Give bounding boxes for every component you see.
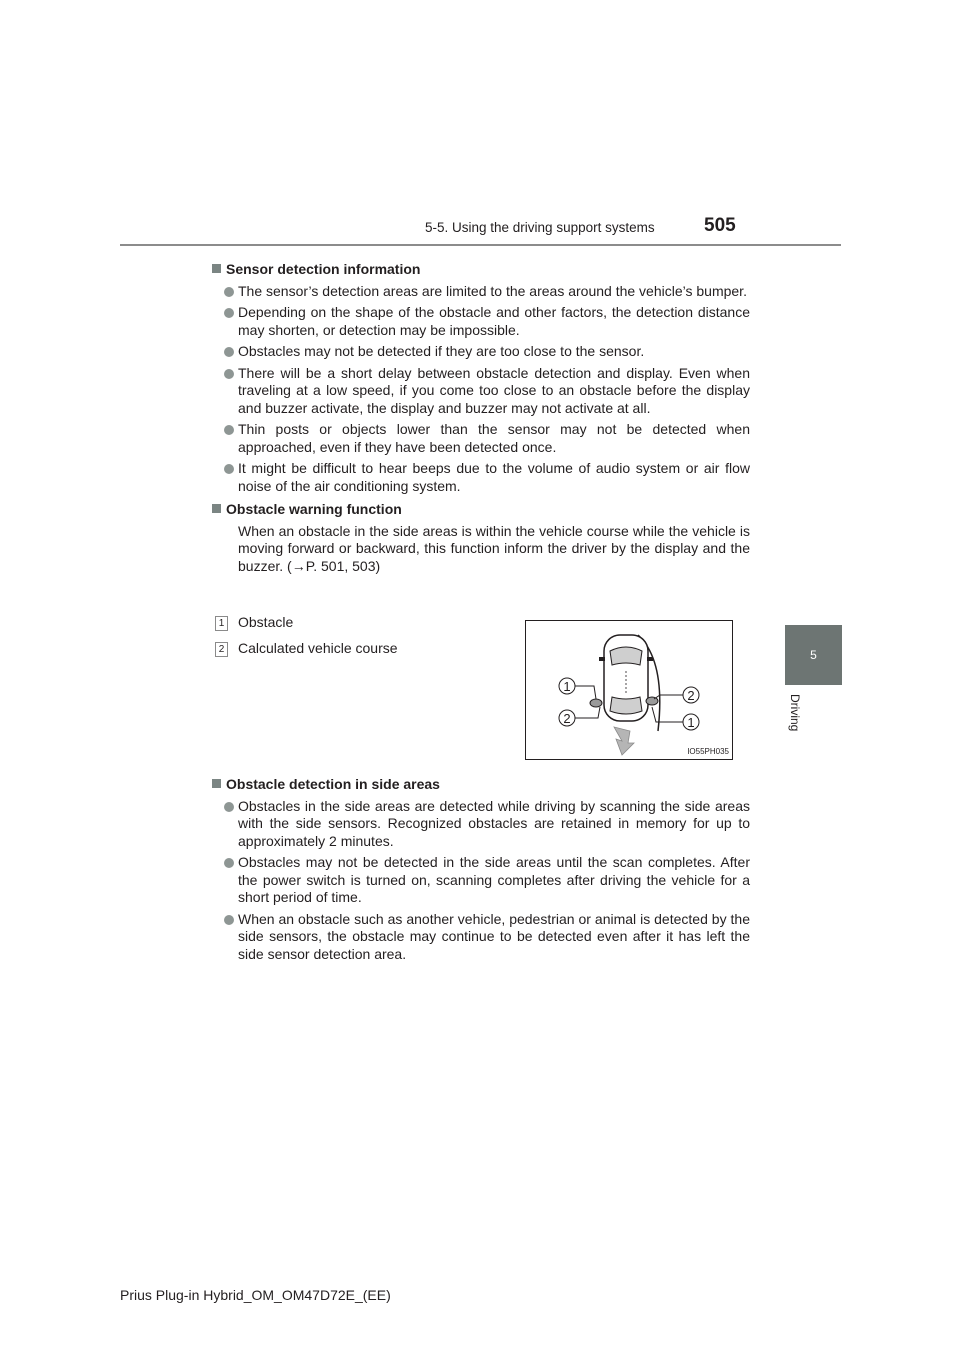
callout-number: 1 xyxy=(215,616,228,631)
page-number: 505 xyxy=(704,215,736,236)
callout-legend xyxy=(212,614,512,666)
list-item: There will be a short delay between obstacle detection and display. Even when traveling at a low speed, if you come too close to an obstacle before the display and buzzer activate, the display and buzzer may not activate at all. xyxy=(212,365,750,418)
list-item: Depending on the shape of the obstacle and other factors, the detection distance may shorten, or detection may be impossible. xyxy=(212,304,750,339)
bullet-list xyxy=(212,798,750,964)
figure-label: 1 xyxy=(563,679,571,694)
bullet-dot-icon xyxy=(224,464,234,474)
chapter-number: 5 xyxy=(810,648,817,662)
list-item: Obstacles may not be detected if they are too close to the sensor. xyxy=(212,343,750,361)
chapter-tab[interactable] xyxy=(785,625,842,685)
bullet-dot-icon xyxy=(224,802,234,812)
callout-label: Obstacle xyxy=(238,614,294,630)
bullet-list xyxy=(212,283,750,496)
section-paragraph: When an obstacle in the side areas is within the vehicle course while the vehicle is moving forward or backward, this function inform the driver by the display and the buzzer. (→P. 501, 503) xyxy=(238,522,750,574)
main-content xyxy=(212,255,750,581)
side-areas-section xyxy=(212,770,750,967)
list-item: The sensor’s detection areas are limited to the areas around the vehicle’s bumper. xyxy=(212,283,750,301)
callout-item xyxy=(212,640,512,666)
square-bullet-icon xyxy=(212,504,221,513)
bullet-dot-icon xyxy=(224,347,234,357)
bullet-dot-icon xyxy=(224,369,234,379)
callout-item xyxy=(212,614,512,640)
document-footer: Prius Plug-in Hybrid_OM_OM47D72E_(EE) xyxy=(120,1287,391,1303)
square-bullet-icon xyxy=(212,779,221,788)
list-item: Obstacles in the side areas are detected while driving by scanning the side areas with the side sensors. Recognized obstacles are retained in memory for up to approximately 2 minutes. xyxy=(212,798,750,851)
list-item: Obstacles may not be detected in the side areas until the scan completes. After the power switch is turned on, scanning completes after driving the vehicle for a short period of time. xyxy=(212,854,750,907)
bullet-dot-icon xyxy=(224,308,234,318)
vehicle-diagram xyxy=(526,621,732,759)
section-title: 5-5. Using the driving support systems xyxy=(425,220,655,235)
list-item: When an obstacle such as another vehicle, pedestrian or animal is detected by the side sensors, the obstacle may continue to be detected even after it has left the side sensor detection area. xyxy=(212,911,750,964)
figure-label: 2 xyxy=(563,711,571,726)
bullet-dot-icon xyxy=(224,287,234,297)
chapter-label: Driving xyxy=(788,694,802,732)
callout-number: 2 xyxy=(215,642,228,657)
bullet-dot-icon xyxy=(224,858,234,868)
section-heading: Obstacle warning function xyxy=(212,501,750,519)
figure-code: IO55PH035 xyxy=(687,747,729,756)
square-bullet-icon xyxy=(212,264,221,273)
vehicle-course-figure xyxy=(525,620,733,760)
list-item: It might be difficult to hear beeps due to the volume of audio system or air flow noise of the air conditioning system. xyxy=(212,460,750,495)
bullet-dot-icon xyxy=(224,915,234,925)
section-heading: Obstacle detection in side areas xyxy=(212,776,750,794)
section-heading: Sensor detection information xyxy=(212,261,750,279)
bullet-dot-icon xyxy=(224,425,234,435)
list-item: Thin posts or objects lower than the sensor may not be detected when approached, even if they have been detected once. xyxy=(212,421,750,456)
callout-label: Calculated vehicle course xyxy=(238,640,398,656)
header-divider xyxy=(120,244,841,246)
figure-label: 2 xyxy=(687,688,695,703)
figure-label: 1 xyxy=(687,715,695,730)
